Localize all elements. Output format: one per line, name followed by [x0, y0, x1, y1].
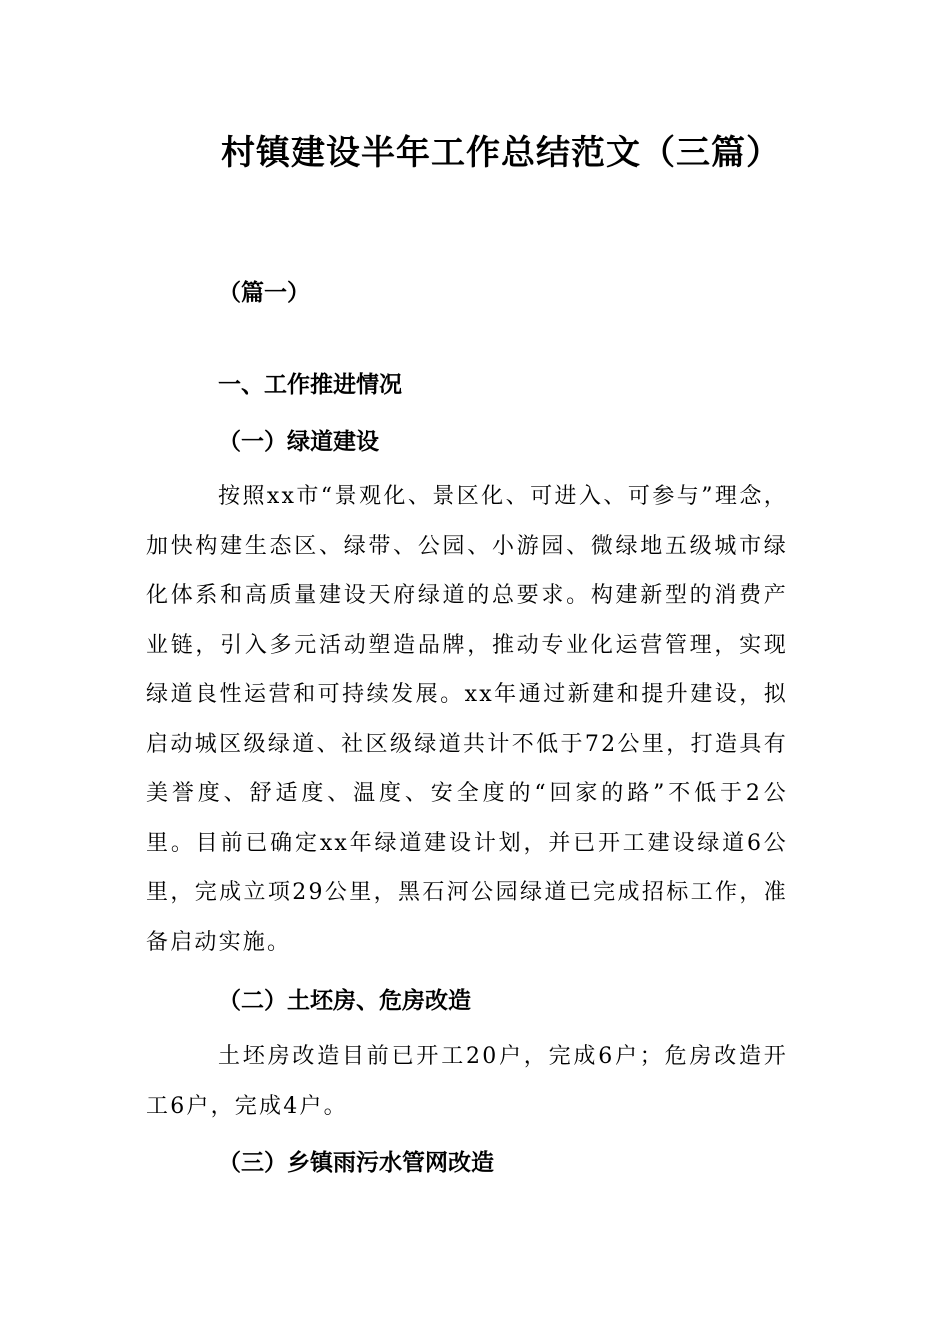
part-label: （篇一）	[218, 280, 310, 306]
paragraph-house-renovation: 土坯房改造目前已开工20户，完成6户；危房改造开工6户，完成4户。	[146, 1044, 788, 1119]
subsection-heading-greenway: （一）绿道建设	[218, 429, 379, 455]
document-title: 村镇建设半年工作总结范文（三篇）	[221, 133, 781, 173]
subsection-heading-sewer-network: （三）乡镇雨污水管网改造	[218, 1150, 494, 1176]
section-heading-work-progress: 一、工作推进情况	[218, 372, 402, 398]
paragraph-greenway: 按照xx市“景观化、景区化、可进入、可参与”理念，加快构建生态区、绿带、公园、小游园、微绿地五级城市绿化体系和高质量建设天府绿道的总要求。构建新型的消费产业链，引入多元活动塑造品牌，推动专业化运营管理，实现绿道良性运营和可持续发展。xx年通过新建和提升建设，拟启动城区级绿道、社区级绿道共计不低于72公里，打造具有美誉度、舒适度、温度、安全度的“回家的路”不低于2公里。目前已确定xx年绿道建设计划，并已开工建设绿道6公里，完成立项29公里，黑石河公园绿道已完成招标工作，准备启动实施。	[146, 484, 788, 955]
subsection-heading-house-renovation: （二）土坯房、危房改造	[218, 988, 471, 1014]
